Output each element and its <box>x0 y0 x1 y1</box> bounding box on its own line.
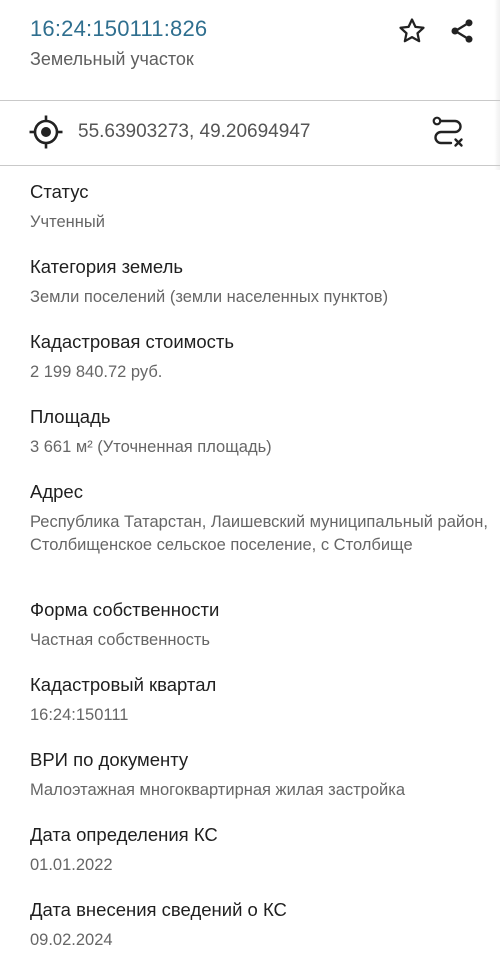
property-value: Малоэтажная многоквартирная жилая застройка <box>30 781 406 799</box>
property-label: Адрес <box>30 481 83 502</box>
cadastral-number[interactable]: 16:24:150111:826 <box>30 16 208 41</box>
property-label: Форма собственности <box>30 599 220 620</box>
property-status <box>30 180 488 234</box>
header <box>0 0 500 101</box>
property-value: 2 199 840.72 руб. <box>30 363 163 381</box>
property-value: Республика Татарстан, Лаишевский муниципальный район, Столбищенское сельское поселение, с Столбище <box>30 513 488 554</box>
property-area <box>30 405 488 459</box>
property-value: 09.02.2024 <box>30 931 113 949</box>
star-icon <box>397 16 427 46</box>
property-cadastral-quarter <box>30 673 488 727</box>
property-label: Статус <box>30 181 89 202</box>
property-value: 3 661 м² (Уточненная площадь) <box>30 438 272 456</box>
coordinates-bar <box>0 101 500 166</box>
property-value: 16:24:150111 <box>30 706 129 724</box>
share-icon <box>448 17 476 45</box>
property-value: Земли поселений (земли населенных пунктов) <box>30 288 389 306</box>
property-address <box>30 480 488 557</box>
object-type: Земельный участок <box>30 49 194 69</box>
property-value: Частная собственность <box>30 631 211 649</box>
property-label: Кадастровый квартал <box>30 674 217 695</box>
property-record-date <box>30 898 488 952</box>
route-button[interactable] <box>427 113 469 153</box>
property-value: 01.01.2022 <box>30 856 113 874</box>
property-cadastral-value <box>30 330 488 384</box>
share-button[interactable] <box>443 12 481 50</box>
property-valuation-date <box>30 823 488 877</box>
coordinates-text[interactable]: 55.63903273, 49.20694947 <box>78 121 311 142</box>
property-ownership-form <box>30 598 488 652</box>
property-label: ВРИ по документу <box>30 749 189 770</box>
property-label: Категория земель <box>30 256 184 277</box>
property-permitted-use <box>30 748 488 802</box>
favorite-button[interactable] <box>393 12 431 50</box>
property-land-category <box>30 255 488 309</box>
target-location-icon[interactable] <box>28 114 64 150</box>
property-label: Дата определения КС <box>30 824 218 845</box>
property-label: Кадастровая стоимость <box>30 331 235 352</box>
property-value: Учтенный <box>30 213 105 231</box>
property-label: Дата внесения сведений о КС <box>30 899 287 920</box>
route-icon <box>429 114 467 152</box>
property-label: Площадь <box>30 406 111 427</box>
